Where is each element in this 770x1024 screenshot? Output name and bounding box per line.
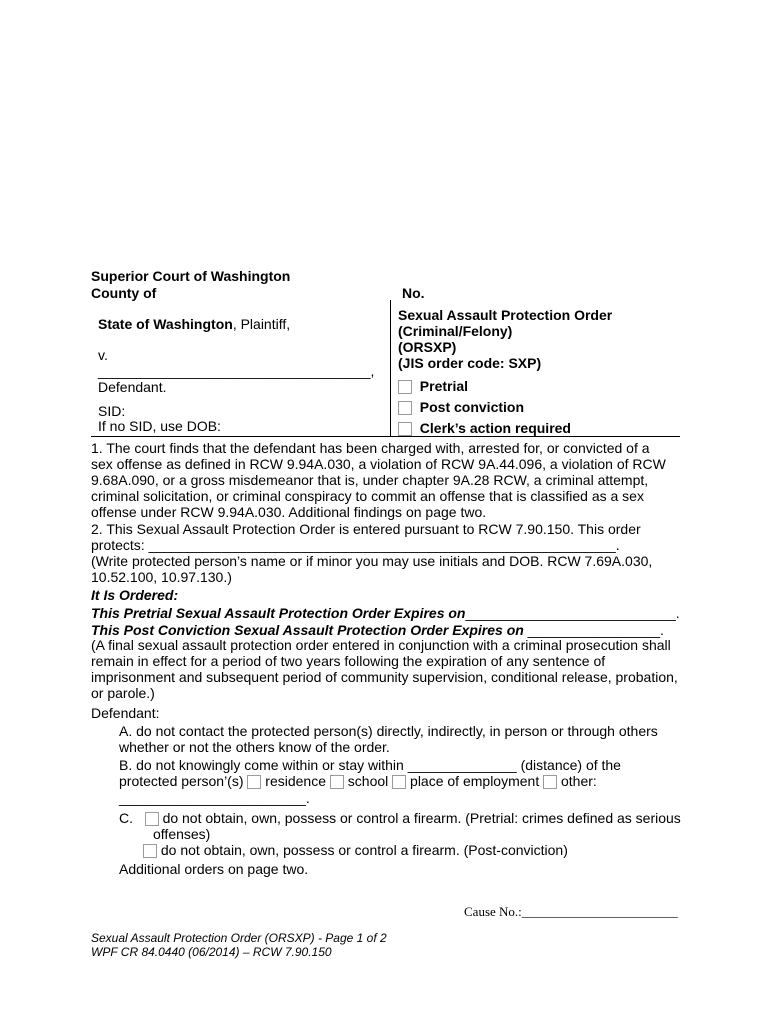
footer-form-title: Sexual Assault Protection Order (ORSXP) - Page 1 of 2	[91, 931, 387, 945]
firearm-post-conviction-checkbox[interactable]	[143, 844, 157, 858]
plaintiff-line	[98, 316, 290, 332]
county-label: County of	[91, 285, 157, 301]
final-note-line-1: (A final sexual assault protection order entered in conjunction with a criminal prosecution shall	[91, 637, 671, 653]
sid-label: SID:	[98, 403, 126, 419]
caption-bottom-rule	[91, 436, 680, 437]
order-type-post-conviction: Post conviction	[398, 399, 524, 415]
item-a-line-1: A. do not contact the protected person(s) directly, indirectly, in person or through others	[119, 723, 658, 739]
residence-checkbox[interactable]	[247, 775, 261, 789]
finding-1-line-3: 9.68A.090, or a gross misdemeanor that is, under chapter 9A.28 RCW, a criminal attempt,	[91, 472, 649, 488]
finding-1-line-4: criminal solicitation, or criminal conspiracy to commit an offense that is classified as a sex	[91, 488, 644, 504]
school-checkbox[interactable]	[330, 775, 344, 789]
post-conviction-checkbox[interactable]	[398, 401, 412, 415]
clerk-action-checkbox[interactable]	[398, 422, 412, 436]
plaintiff-name: State of Washington	[98, 316, 233, 332]
other-checkbox[interactable]	[543, 775, 557, 789]
title-line-1: Sexual Assault Protection Order	[398, 307, 613, 323]
finding-2-line-1: 2. This Sexual Assault Protection Order is entered pursuant to RCW 7.90.150. This order	[91, 521, 641, 537]
ordered-heading: It Is Ordered:	[91, 587, 179, 603]
post-expiry-field[interactable]: _________________.	[523, 622, 664, 638]
pretrial-checkbox[interactable]	[398, 380, 412, 394]
pretrial-expiry-field[interactable]: ___________________________.	[465, 605, 680, 621]
finding-1-line-5: offense under RCW 9.94A.030. Additional findings on page two.	[91, 504, 487, 520]
footer-form-code: WPF CR 84.0440 (06/2014) – RCW 7.90.150	[91, 945, 332, 959]
order-type-pretrial: Pretrial	[398, 378, 468, 394]
defendant-heading: Defendant:	[91, 705, 160, 721]
title-line-4: (JIS order code: SXP)	[398, 355, 542, 371]
protected-person-field[interactable]: protects: ____________________________________________________________.	[91, 537, 620, 553]
final-note-line-3: imprisonment and subsequent period of community supervision, conditional release, probation,	[91, 669, 678, 685]
finding-1-line-2: sex offense as defined in RCW 9.94A.030, a violation of RCW 9A.44.096, a violation of RCW	[91, 456, 666, 472]
finding-2-line-4: 10.52.100, 10.97.130.)	[91, 569, 232, 585]
item-c-line-1: C. do not obtain, own, possess or control a firearm. (Pretrial: crimes defined as serious	[119, 810, 681, 826]
item-b-line-1: B. do not knowingly come within or stay within ______________ (distance) of the	[119, 757, 621, 773]
post-expiry-line: This Post Conviction Sexual Assault Protection Order Expires on _________________.	[91, 622, 664, 638]
item-c-line-1b: offenses)	[153, 826, 211, 842]
finding-1-line-1: 1. The court finds that the defendant has been charged with, arrested for, or convicted of a	[91, 440, 650, 456]
versus-label: v.	[98, 347, 108, 363]
firearm-pretrial-checkbox[interactable]	[145, 812, 159, 826]
order-type-clerk-action: Clerk’s action required	[398, 420, 571, 436]
court-name: Superior Court of Washington	[91, 268, 291, 284]
cause-number-field[interactable]: Cause No.:________________________	[464, 904, 678, 919]
item-a-line-2: whether or not the others know of the order.	[119, 739, 390, 755]
plaintiff-role: , Plaintiff,	[232, 316, 291, 332]
caption-divider	[390, 300, 391, 436]
dob-label: If no SID, use DOB:	[98, 418, 221, 434]
case-number-label: No.	[402, 285, 425, 301]
final-note-line-2: remain in effect for a period of two years following the expiration of any sentence of	[91, 653, 606, 669]
item-b-other-field[interactable]: ________________________.	[119, 790, 310, 806]
additional-orders-note: Additional orders on page two.	[119, 861, 309, 877]
title-line-3: (ORSXP)	[398, 339, 457, 355]
title-line-2: (Criminal/Felony)	[398, 323, 513, 339]
defendant-name-field[interactable]: ___________________________________,	[98, 363, 375, 379]
place-of-employment-checkbox[interactable]	[392, 775, 406, 789]
pretrial-expiry-line: This Pretrial Sexual Assault Protection Order Expires on___________________________.	[91, 605, 680, 621]
item-b-line-2: protected person’(s) residence school place of employment other:	[119, 773, 597, 789]
finding-2-line-3: (Write protected person’s name or if minor you may use initials and DOB. RCW 7.69A.030,	[91, 553, 653, 569]
final-note-line-4: or parole.)	[91, 685, 155, 701]
defendant-label: Defendant.	[98, 379, 167, 395]
item-c-line-2: do not obtain, own, possess or control a firearm. (Post-conviction)	[143, 842, 568, 858]
